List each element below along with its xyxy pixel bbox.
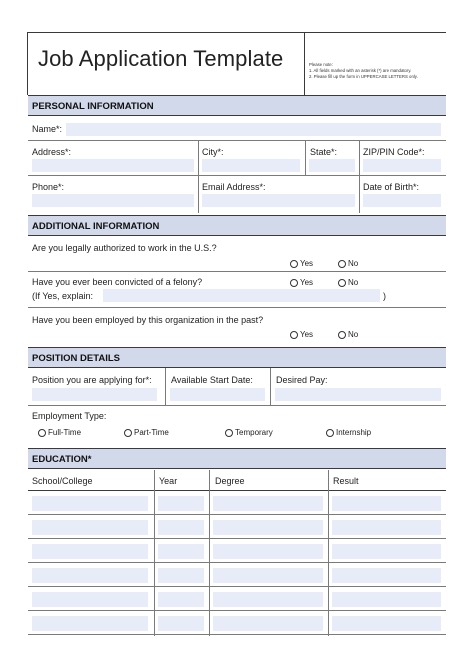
table-row-divider xyxy=(28,514,446,515)
divider xyxy=(165,368,166,405)
radio-icon[interactable] xyxy=(338,260,346,268)
radio-icon[interactable] xyxy=(290,279,298,287)
option-label: No xyxy=(348,278,359,287)
radio-icon[interactable] xyxy=(338,331,346,339)
note-line-2: 2. Please fill up the form in UPPERCASE LETTERS only. xyxy=(309,74,418,79)
divider xyxy=(28,175,446,176)
education-cell[interactable] xyxy=(32,520,148,535)
education-cell[interactable] xyxy=(213,520,323,535)
radio-icon[interactable] xyxy=(38,429,46,437)
address-label: Address*: xyxy=(32,147,72,157)
option-label: No xyxy=(348,330,359,339)
city-label: City*: xyxy=(202,147,224,157)
phone-label: Phone*: xyxy=(32,182,65,192)
divider xyxy=(359,175,360,213)
education-header-divider xyxy=(28,490,446,491)
column-school: School/College xyxy=(32,476,93,486)
state-label: State*: xyxy=(310,147,338,157)
education-cell[interactable] xyxy=(158,568,204,583)
education-cell[interactable] xyxy=(32,568,148,583)
table-row-divider xyxy=(28,634,446,635)
city-field[interactable] xyxy=(202,159,300,172)
dob-field[interactable] xyxy=(363,194,441,207)
note-block xyxy=(309,62,444,80)
divider xyxy=(359,140,360,175)
zip-label: ZIP/PIN Code*: xyxy=(363,147,425,157)
education-cell[interactable] xyxy=(332,544,441,559)
column-divider xyxy=(209,470,210,636)
desired-pay-field[interactable] xyxy=(275,388,441,401)
radio-icon[interactable] xyxy=(124,429,132,437)
education-cell[interactable] xyxy=(332,496,441,511)
section-position xyxy=(28,347,446,368)
employed-question: Have you been employed by this organization in the past? xyxy=(32,315,264,325)
table-row-divider xyxy=(28,586,446,587)
authorized-yes-option[interactable] xyxy=(290,259,313,268)
column-year: Year xyxy=(159,476,178,486)
divider xyxy=(28,271,446,272)
education-cell[interactable] xyxy=(213,568,323,583)
name-label: Name*: xyxy=(32,124,63,134)
section-personal xyxy=(28,95,446,116)
education-cell[interactable] xyxy=(213,544,323,559)
title-left-border xyxy=(27,32,28,95)
option-label: Yes xyxy=(300,259,314,268)
position-applying-label: Position you are applying for*: xyxy=(32,375,152,385)
authorized-no-option[interactable] xyxy=(338,259,358,268)
option-label: No xyxy=(348,259,359,268)
section-personal-title: PERSONAL INFORMATION xyxy=(32,101,154,112)
divider xyxy=(270,368,271,405)
address-field[interactable] xyxy=(32,159,194,172)
state-field[interactable] xyxy=(309,159,355,172)
divider xyxy=(305,140,306,175)
table-row-divider xyxy=(28,562,446,563)
education-cell[interactable] xyxy=(32,496,148,511)
education-cell[interactable] xyxy=(332,568,441,583)
form-title: Job Application Template xyxy=(38,46,284,71)
employed-no-option[interactable] xyxy=(338,330,358,339)
option-label: Internship xyxy=(336,428,372,437)
position-applying-field[interactable] xyxy=(32,388,157,401)
education-cell[interactable] xyxy=(158,520,204,535)
education-cell[interactable] xyxy=(32,616,148,631)
note-line-1: 1. All fields marked with an asterisk (*) are mandatory. xyxy=(309,68,412,73)
radio-icon[interactable] xyxy=(326,429,334,437)
education-cell[interactable] xyxy=(213,496,323,511)
employment-type-part-time[interactable] xyxy=(124,428,169,437)
education-cell[interactable] xyxy=(213,592,323,607)
employment-type-temporary[interactable] xyxy=(225,428,273,437)
divider xyxy=(28,307,446,308)
education-cell[interactable] xyxy=(32,544,148,559)
felony-yes-option[interactable] xyxy=(290,278,313,287)
title-top-border xyxy=(27,32,446,33)
education-cell[interactable] xyxy=(332,520,441,535)
education-cell[interactable] xyxy=(332,592,441,607)
section-education xyxy=(28,448,446,469)
divider xyxy=(28,405,446,406)
email-label: Email Address*: xyxy=(202,182,266,192)
education-cell[interactable] xyxy=(158,496,204,511)
table-row-divider xyxy=(28,610,446,611)
column-degree: Degree xyxy=(215,476,245,486)
divider xyxy=(198,175,199,213)
employment-type-label: Employment Type: xyxy=(32,411,107,421)
option-label: Yes xyxy=(300,278,314,287)
felony-no-option[interactable] xyxy=(338,278,358,287)
desired-pay-label: Desired Pay: xyxy=(276,375,328,385)
phone-field[interactable] xyxy=(32,194,194,207)
name-field[interactable] xyxy=(66,123,441,136)
option-label: Temporary xyxy=(235,428,273,437)
divider xyxy=(28,140,446,141)
column-divider xyxy=(328,470,329,636)
education-cell[interactable] xyxy=(213,616,323,631)
felony-explain-label: (If Yes, explain: xyxy=(32,291,94,301)
start-date-label: Available Start Date: xyxy=(171,375,253,385)
option-label: Yes xyxy=(300,330,314,339)
column-divider xyxy=(154,470,155,636)
start-date-field[interactable] xyxy=(170,388,265,401)
note-heading: Please note: xyxy=(309,62,333,67)
radio-icon[interactable] xyxy=(290,260,298,268)
option-label: Part-Time xyxy=(134,428,169,437)
section-additional xyxy=(28,215,446,236)
radio-icon[interactable] xyxy=(225,429,233,437)
employment-type-full-time[interactable] xyxy=(38,428,81,437)
email-field[interactable] xyxy=(202,194,355,207)
zip-field[interactable] xyxy=(363,159,441,172)
education-cell[interactable] xyxy=(32,592,148,607)
education-cell[interactable] xyxy=(158,616,204,631)
column-result: Result xyxy=(333,476,359,486)
employed-yes-option[interactable] xyxy=(290,330,313,339)
education-cell[interactable] xyxy=(332,616,441,631)
education-cell[interactable] xyxy=(158,544,204,559)
employment-type-internship[interactable] xyxy=(326,428,371,437)
felony-question: Have you ever been convicted of a felony? xyxy=(32,277,203,287)
felony-explain-close: ) xyxy=(383,291,386,301)
radio-icon[interactable] xyxy=(338,279,346,287)
divider xyxy=(198,140,199,175)
section-education-title: EDUCATION* xyxy=(32,454,92,465)
education-cell[interactable] xyxy=(158,592,204,607)
title-divider xyxy=(304,32,305,95)
table-row-divider xyxy=(28,538,446,539)
dob-label: Date of Birth*: xyxy=(363,182,420,192)
felony-explain-field[interactable] xyxy=(103,289,380,302)
section-additional-title: ADDITIONAL INFORMATION xyxy=(32,221,160,232)
option-label: Full-Time xyxy=(48,428,82,437)
radio-icon[interactable] xyxy=(290,331,298,339)
section-position-title: POSITION DETAILS xyxy=(32,353,120,364)
authorized-question: Are you legally authorized to work in the U.S.? xyxy=(32,243,217,253)
